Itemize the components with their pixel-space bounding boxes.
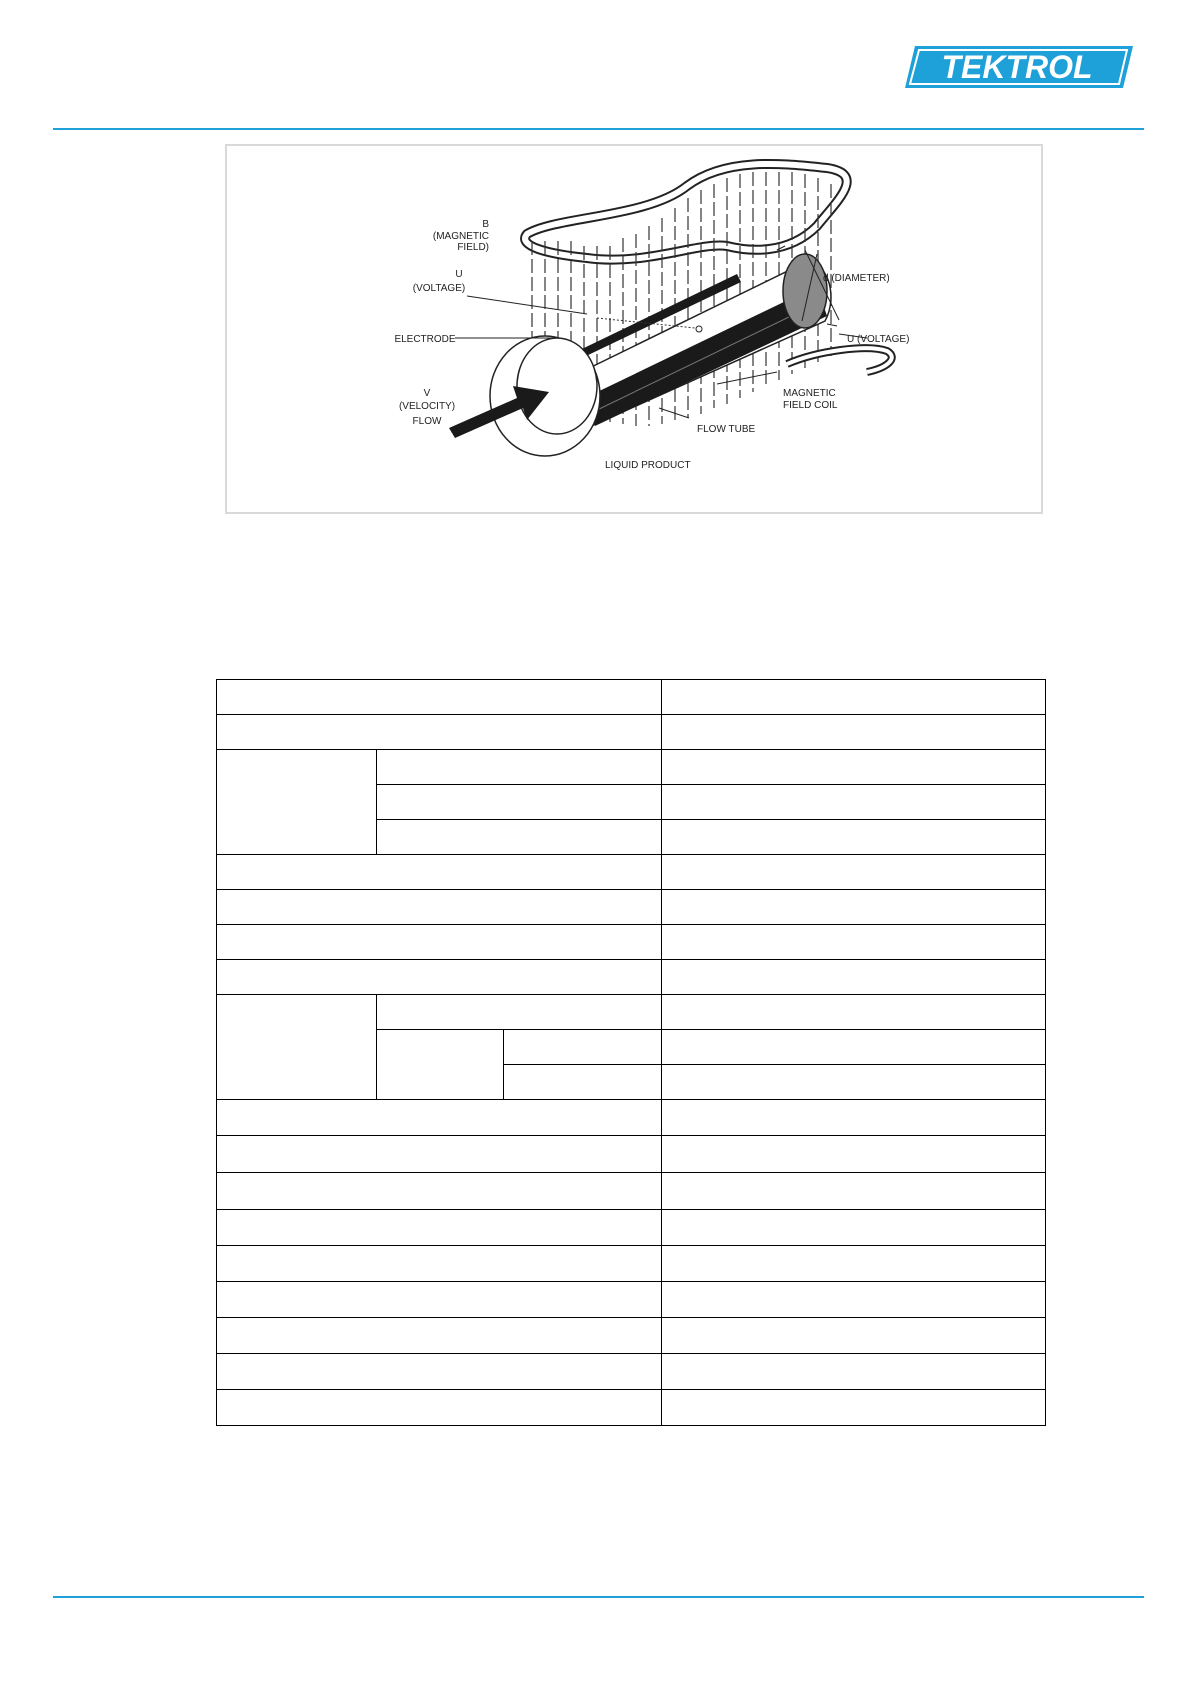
label-magnetic: (MAGNETIC [432,231,489,242]
label-flow: FLOW [412,416,442,427]
table-row [217,1136,1046,1173]
table-row [217,1318,1046,1354]
table-row [217,925,1046,960]
label-electrode: ELECTRODE [394,334,456,345]
label-v: V [423,388,431,399]
table-row [217,855,1046,890]
label-flow-tube: FLOW TUBE [697,424,756,435]
table-row [217,1390,1046,1426]
table-row [217,1100,1046,1136]
tube-far-end [783,254,827,328]
table-row [217,750,1046,785]
table-row [217,995,1046,1030]
spec-table [216,679,1046,1426]
table-row [217,1210,1046,1246]
label-diameter: d (DIAMETER) [823,273,890,284]
logo-text: TEKTROL [941,49,1093,85]
label-voltage-left: (VOLTAGE) [412,283,466,294]
table-row [217,1246,1046,1282]
label-field: FIELD) [457,242,489,253]
flowmeter-diagram [225,144,1043,514]
label-field-coil: FIELD COIL [783,400,838,411]
label-liquid-product: LIQUID PRODUCT [605,460,691,471]
footer-rule [53,1596,1144,1598]
label-voltage-right: U (VOLTAGE) [847,334,910,345]
label-velocity: (VELOCITY) [398,401,456,412]
table-row [217,1282,1046,1318]
table-row [217,960,1046,995]
tektrol-logo [905,44,1133,90]
label-u: U [455,269,463,280]
upper-coil [525,164,847,260]
table-row [217,890,1046,925]
label-magnetic-coil: MAGNETIC [783,388,836,399]
label-b: B [482,219,489,230]
table-row [217,1173,1046,1210]
flowmeter-drawing [227,146,1041,512]
table-row [217,680,1046,715]
tube-near-end-inner [517,338,597,434]
header-rule [53,128,1144,130]
table-row [217,1354,1046,1390]
table-row [217,715,1046,750]
